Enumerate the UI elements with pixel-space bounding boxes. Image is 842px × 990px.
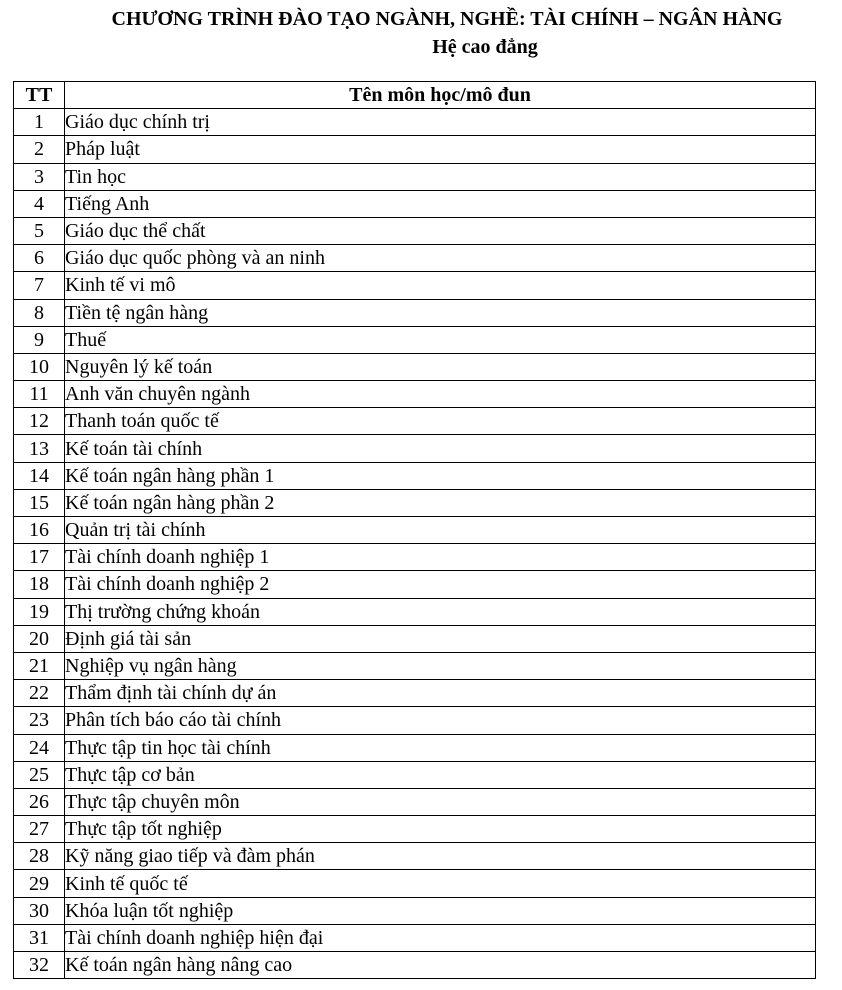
- row-number: 13: [14, 435, 65, 462]
- course-name: Thuế: [65, 326, 816, 353]
- course-name: Kế toán ngân hàng nâng cao: [65, 952, 816, 979]
- table-row: [14, 680, 816, 707]
- course-name: Định giá tài sản: [65, 625, 816, 652]
- row-number: 28: [14, 843, 65, 870]
- course-name: Giáo dục thể chất: [65, 217, 816, 244]
- table-row: [14, 707, 816, 734]
- course-name: Tài chính doanh nghiệp 1: [65, 544, 816, 571]
- row-number: 23: [14, 707, 65, 734]
- row-number: 29: [14, 870, 65, 897]
- course-name: Khóa luận tốt nghiệp: [65, 897, 816, 924]
- row-number: 19: [14, 598, 65, 625]
- table-row: [14, 761, 816, 788]
- table-row: [14, 109, 816, 136]
- row-number: 1: [14, 109, 65, 136]
- course-name: Nguyên lý kế toán: [65, 353, 816, 380]
- table-row: [14, 652, 816, 679]
- table-row: [14, 816, 816, 843]
- row-number: 17: [14, 544, 65, 571]
- row-number: 12: [14, 408, 65, 435]
- row-number: 7: [14, 272, 65, 299]
- course-name: Thực tập tốt nghiệp: [65, 816, 816, 843]
- table-row: [14, 462, 816, 489]
- table-row: [14, 190, 816, 217]
- header-tt: TT: [14, 82, 65, 109]
- table-row: [14, 924, 816, 951]
- course-name: Tài chính doanh nghiệp hiện đại: [65, 924, 816, 951]
- table-row: [14, 326, 816, 353]
- row-number: 25: [14, 761, 65, 788]
- course-name: Tài chính doanh nghiệp 2: [65, 571, 816, 598]
- course-name: Kinh tế quốc tế: [65, 870, 816, 897]
- table-row: [14, 489, 816, 516]
- course-name: Quản trị tài chính: [65, 517, 816, 544]
- table-row: [14, 571, 816, 598]
- course-name: Kinh tế vi mô: [65, 272, 816, 299]
- course-table: [13, 81, 816, 979]
- course-name: Anh văn chuyên ngành: [65, 381, 816, 408]
- course-name: Giáo dục chính trị: [65, 109, 816, 136]
- course-name: Nghiệp vụ ngân hàng: [65, 652, 816, 679]
- row-number: 21: [14, 652, 65, 679]
- table-row: [14, 625, 816, 652]
- row-number: 2: [14, 136, 65, 163]
- table-row: [14, 136, 816, 163]
- row-number: 26: [14, 788, 65, 815]
- row-number: 24: [14, 734, 65, 761]
- table-row: [14, 870, 816, 897]
- course-name: Thẩm định tài chính dự án: [65, 680, 816, 707]
- course-name: Thị trường chứng khoán: [65, 598, 816, 625]
- table-row: [14, 408, 816, 435]
- row-number: 10: [14, 353, 65, 380]
- table-row: [14, 788, 816, 815]
- document-title: CHƯƠNG TRÌNH ĐÀO TẠO NGÀNH, NGHỀ: TÀI CHÍNH – NGÂN HÀNG: [111, 8, 783, 30]
- row-number: 6: [14, 245, 65, 272]
- course-name: Kế toán ngân hàng phần 2: [65, 489, 816, 516]
- course-name: Thực tập chuyên môn: [65, 788, 816, 815]
- row-number: 11: [14, 381, 65, 408]
- course-name: Thực tập tin học tài chính: [65, 734, 816, 761]
- row-number: 22: [14, 680, 65, 707]
- row-number: 8: [14, 299, 65, 326]
- course-name: Kỹ năng giao tiếp và đàm phán: [65, 843, 816, 870]
- course-name: Pháp luật: [65, 136, 816, 163]
- table-row: [14, 952, 816, 979]
- course-name: Phân tích báo cáo tài chính: [65, 707, 816, 734]
- course-name: Tin học: [65, 163, 816, 190]
- row-number: 30: [14, 897, 65, 924]
- row-number: 15: [14, 489, 65, 516]
- table-body: [14, 109, 816, 979]
- table-row: [14, 734, 816, 761]
- table-row: [14, 843, 816, 870]
- table-row: [14, 353, 816, 380]
- table-row: [14, 435, 816, 462]
- document-subtitle: Hệ cao đẳng: [432, 36, 538, 58]
- table-row: [14, 163, 816, 190]
- course-name: Giáo dục quốc phòng và an ninh: [65, 245, 816, 272]
- row-number: 20: [14, 625, 65, 652]
- table-row: [14, 517, 816, 544]
- course-name: Kế toán tài chính: [65, 435, 816, 462]
- row-number: 31: [14, 924, 65, 951]
- row-number: 5: [14, 217, 65, 244]
- table-row: [14, 544, 816, 571]
- row-number: 3: [14, 163, 65, 190]
- table-row: [14, 299, 816, 326]
- row-number: 27: [14, 816, 65, 843]
- row-number: 16: [14, 517, 65, 544]
- row-number: 14: [14, 462, 65, 489]
- course-name: Thanh toán quốc tế: [65, 408, 816, 435]
- row-number: 4: [14, 190, 65, 217]
- row-number: 32: [14, 952, 65, 979]
- course-name: Tiền tệ ngân hàng: [65, 299, 816, 326]
- course-name: Kế toán ngân hàng phần 1: [65, 462, 816, 489]
- course-name: Thực tập cơ bản: [65, 761, 816, 788]
- table-row: [14, 381, 816, 408]
- row-number: 9: [14, 326, 65, 353]
- row-number: 18: [14, 571, 65, 598]
- table-row: [14, 245, 816, 272]
- table-row: [14, 598, 816, 625]
- course-name: Tiếng Anh: [65, 190, 816, 217]
- table-header-row: [14, 82, 816, 109]
- table-row: [14, 897, 816, 924]
- header-course-name: Tên môn học/mô đun: [65, 82, 816, 109]
- table-row: [14, 272, 816, 299]
- table-row: [14, 217, 816, 244]
